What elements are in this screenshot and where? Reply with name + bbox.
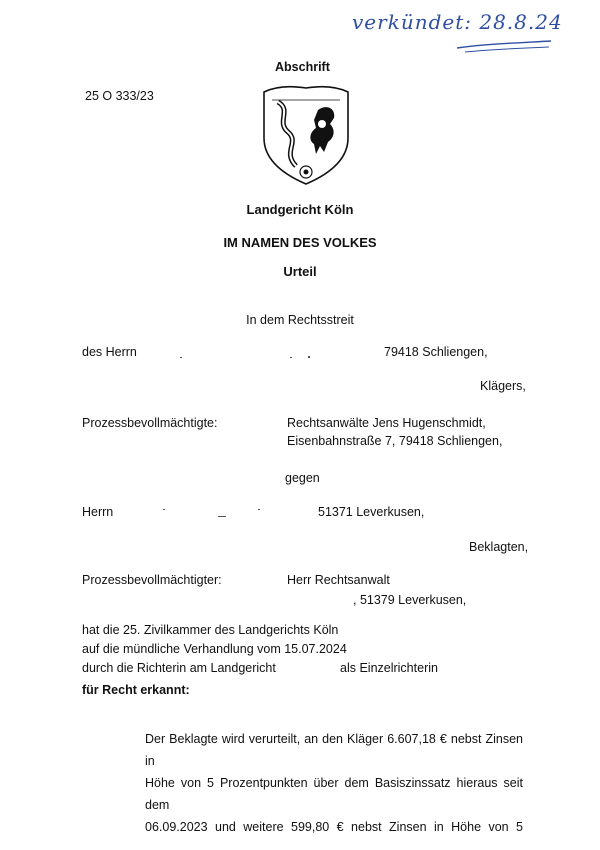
redaction-mark [290,357,292,358]
redaction-mark [308,356,310,358]
ruling-line-3: 06.09.2023 und weitere 599,80 € nebst Zinsen in Höhe von 5 [145,820,523,834]
defendant-counsel-name: Herr Rechtsanwalt [287,573,390,587]
case-number: 25 O 333/23 [85,89,154,103]
defendant-counsel-label: Prozessbevollmächtigter: [82,573,222,587]
defendant-counsel-city: , 51379 Leverkusen, [353,593,467,607]
redaction-mark [218,516,226,517]
defendant-role: Beklagten, [469,540,529,554]
chamber-line-1: hat die 25. Zivilkammer des Landgerichts Köln [82,623,339,637]
ruling-paragraph [145,728,523,838]
document-type: Urteil [283,264,317,279]
chamber-line-3-a: durch die Richterin am Landgericht [82,661,276,675]
chamber-line-3-b: als Einzelrichterin [340,661,438,675]
versus-label: gegen [285,471,320,485]
ruling-line-2: Höhe von 5 Prozentpunkten über dem Basiszinssatz hieraus seit dem [145,776,523,812]
court-name: Landgericht Köln [246,202,354,217]
defendant-city: 51371 Leverkusen, [318,505,425,519]
redaction-mark [180,357,182,358]
ruling-line-1: Der Beklagte wird verurteilt, an den Kläger 6.607,18 € nebst Zinsen in [145,732,523,768]
chamber-line-2: auf die mündliche Verhandlung vom 15.07.2024 [82,642,347,656]
plaintiff-prefix: des Herrn [82,345,137,359]
handwritten-annotation: verkündet: 28.8.24 [352,10,563,34]
plaintiff-counsel-name: Rechtsanwälte Jens Hugenschmidt, [287,416,486,430]
plaintiff-counsel-label: Prozessbevollmächtigte: [82,416,218,430]
plaintiff-counsel-address: Eisenbahnstraße 7, 79418 Schliengen, [287,434,503,448]
verdict-heading: für Recht erkannt: [82,683,190,697]
coat-of-arms-emblem [258,80,354,190]
plaintiff-city: 79418 Schliengen, [384,345,488,359]
in-the-name-heading: IM NAMEN DES VOLKES [223,235,377,250]
redaction-mark [163,509,165,510]
handwritten-underline [455,38,555,54]
redaction-mark [258,509,260,510]
plaintiff-role: Klägers, [480,379,526,393]
abschrift-label: Abschrift [275,60,330,74]
defendant-prefix: Herrn [82,505,114,519]
dispute-intro: In dem Rechtsstreit [246,313,354,327]
